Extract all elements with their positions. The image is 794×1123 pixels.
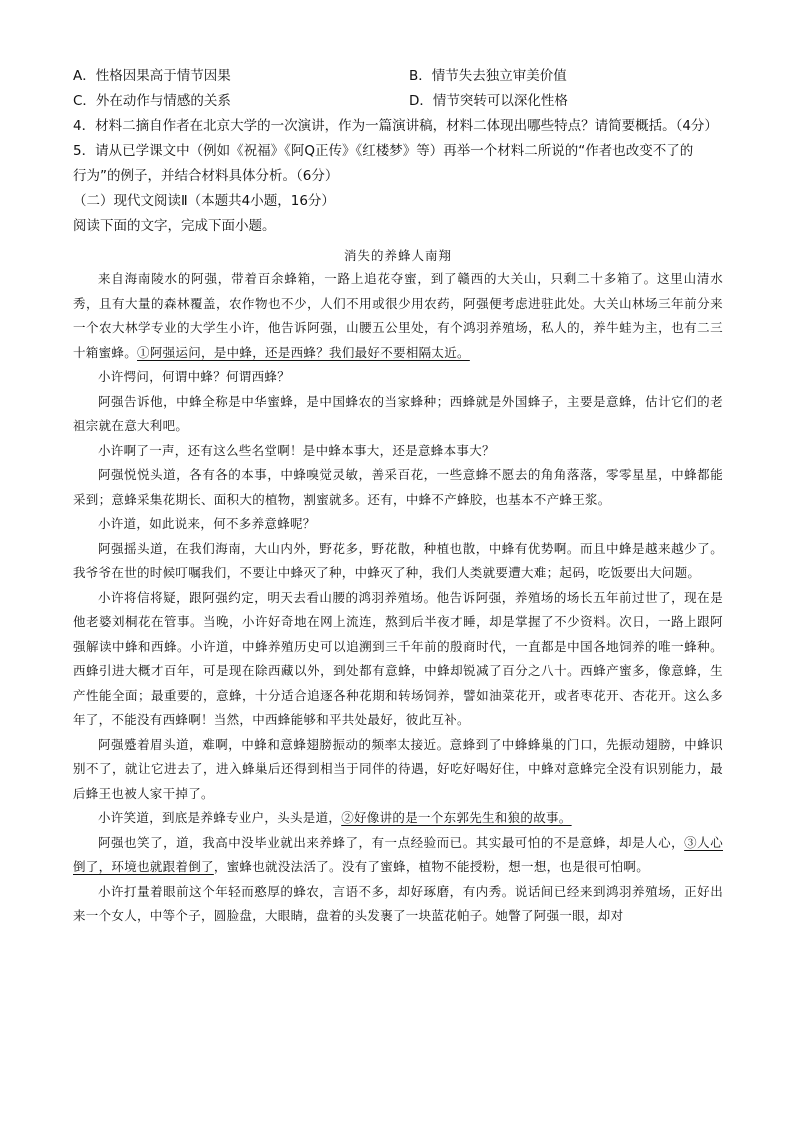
story-paragraph: 阿强摇头道，在我们海南，大山内外，野花多，野花散，种植也散，中蜂有优势啊。而且中蜂是越来越少了。我爷爷在世的时候叮嘱我们，不要让中蜂灭了种，中蜂灭了种，我们人类就要遭大难；起码，吃饭要出大问题。 [73,540,723,580]
option-d: D．情节突转可以深化性格 [409,93,568,109]
option-row-1 [73,64,723,89]
story-paragraph: 阿强告诉他，中蜂全称是中华蜜蜂，是中国蜂农的当家蜂种；西蜂就是外国蜂子，主要是意蜂，估计它们的老祖宗就在意大利吧。 [73,393,723,433]
story-paragraph: 小许愕问，何谓中蜂？何谓西蜂？ [98,369,291,384]
story-paragraph: 阿强蹙着眉头道，难啊，中蜂和意蜂翅膀振动的频率太接近。意蜂到了中蜂蜂巢的门口，先振动翅膀，中蜂识别不了，就让它进去了，进入蜂巢后还得到相当于同伴的待遇，好吃好喝好住，中蜂对意蜂完全没有识别能力，最后蜂王也被人家干掉了。 [73,736,723,801]
section-header: （二）现代文阅读Ⅱ（本题共4小题，16分） [73,193,335,209]
story-paragraph: 小许打量着眼前这个年轻而憨厚的蜂农，言语不多，却好琢磨，有内秀。说话间已经来到鸿羽养殖场，正好出来一个女人，中等个子，圆脸盘，大眼睛，盘着的头发裹了一块蓝花帕子。她瞥了阿强一眼，却对 [73,883,723,923]
exam-page [73,64,723,929]
story-paragraph: 阿强悦悦头道，各有各的本事，中蜂嗅觉灵敏，善采百花，一些意蜂不愿去的角角落落，零零星星，中蜂都能采到；意蜂采集花期长、面积大的植物，割蜜就多。还有，中蜂不产蜂胶，也基本不产蜂王浆。 [73,467,723,507]
story-paragraph: 小许笑道，到底是养蜂专业户，头头是道，②好像讲的是一个东郭先生和狼的故事。 [98,810,572,825]
question-5-line-2: 行为”的例子，并结合材料具体分析。（6分） [73,168,339,184]
story-paragraph: 来自海南陵水的阿强，带着百余蜂箱，一路上追花夺蜜，到了赣西的大关山，只剩二十多箱了。这里山清水秀，且有大量的森林覆盖，农作物也不少，人们不用或很少用农药，阿强便考虑进驻此处。大关山林场三年前分来一个农大林学专业的大学生小许，他告诉阿强，山腰五公里处，有个鸿羽养殖场，私人的，养牛蛙为主，也有二三十箱蜜蜂。①阿强运问，是中蜂，还是西蜂？我们最好不要相隔太近。 [73,271,723,360]
story-paragraph: 小许道，如此说来，何不多养意蜂呢？ [98,516,316,531]
option-row-2 [73,89,723,114]
option-b: B．情节失去独立审美价值 [409,68,567,84]
question-5-line-1: 5．请从已学课文中（例如《祝福》《阿Q正传》《红楼梦》等）再举一个材料二所说的“作者也改变不了的 [73,143,694,159]
story-paragraph: 小许将信将疑，跟阿强约定，明天去看山腰的鸿羽养殖场。他告诉阿强，养殖场的场长五年前过世了，现在是他老婆刘桐花在管事。当晚，小许好奇地在网上流连，熬到后半夜才睡，却是掌握了不少资料。次日，一路上跟阿强解读中蜂和西蜂。小许道，中蜂养殖历史可以追溯到三千年前的殷商时代，一直都是中国各地饲养的唯一蜂种。西蜂引进大概才百年，可是现在除西藏以外，到处都有意蜂，中蜂却锐减了百分之八十。西蜂产蜜多，像意蜂，生产性能全面；最重要的，意蜂，十分适合追逐各种花期和转场饲养，譬如油菜花开，或者枣花开、杏花开。这么多年了，不能没有西蜂啊！当然，中西蜂能够和平共处最好，彼此互补。 [73,589,723,727]
underlined-sentence-2: ②好像讲的是一个东郭先生和狼的故事。 [341,810,572,825]
question-4: 4．材料二摘自作者在北京大学的一次演讲，作为一篇演讲稿，材料二体现出哪些特点？请简要概括。（4分） [73,118,718,134]
option-a: A．性格因果高于情节因果 [73,68,231,84]
option-c: C．外在动作与情感的关系 [73,93,231,109]
reading-instruction: 阅读下面的文字，完成下面小题。 [73,218,276,234]
story-paragraph: 阿强也笑了，道，我高中没毕业就出来养蜂了，有一点经验而已。其实最可怕的不是意蜂，却是人心，③人心倒了，环境也就跟着倒了，蜜蜂也就没法活了。没有了蜜蜂，植物不能授粉，想一想，也是很可怕啊。 [73,834,723,874]
underlined-sentence-3: ③人心倒了，环境也就跟着倒了 [73,834,723,874]
story-title: 消失的养蜂人南翔 [343,248,452,263]
underlined-sentence-1: ①阿强运问，是中蜂，还是西蜂？我们最好不要相隔太近。 [137,344,470,360]
story-paragraph: 小许啊了一声，还有这么些名堂啊！是中蜂本事大，还是意蜂本事大？ [98,442,495,458]
story-body [73,267,723,929]
